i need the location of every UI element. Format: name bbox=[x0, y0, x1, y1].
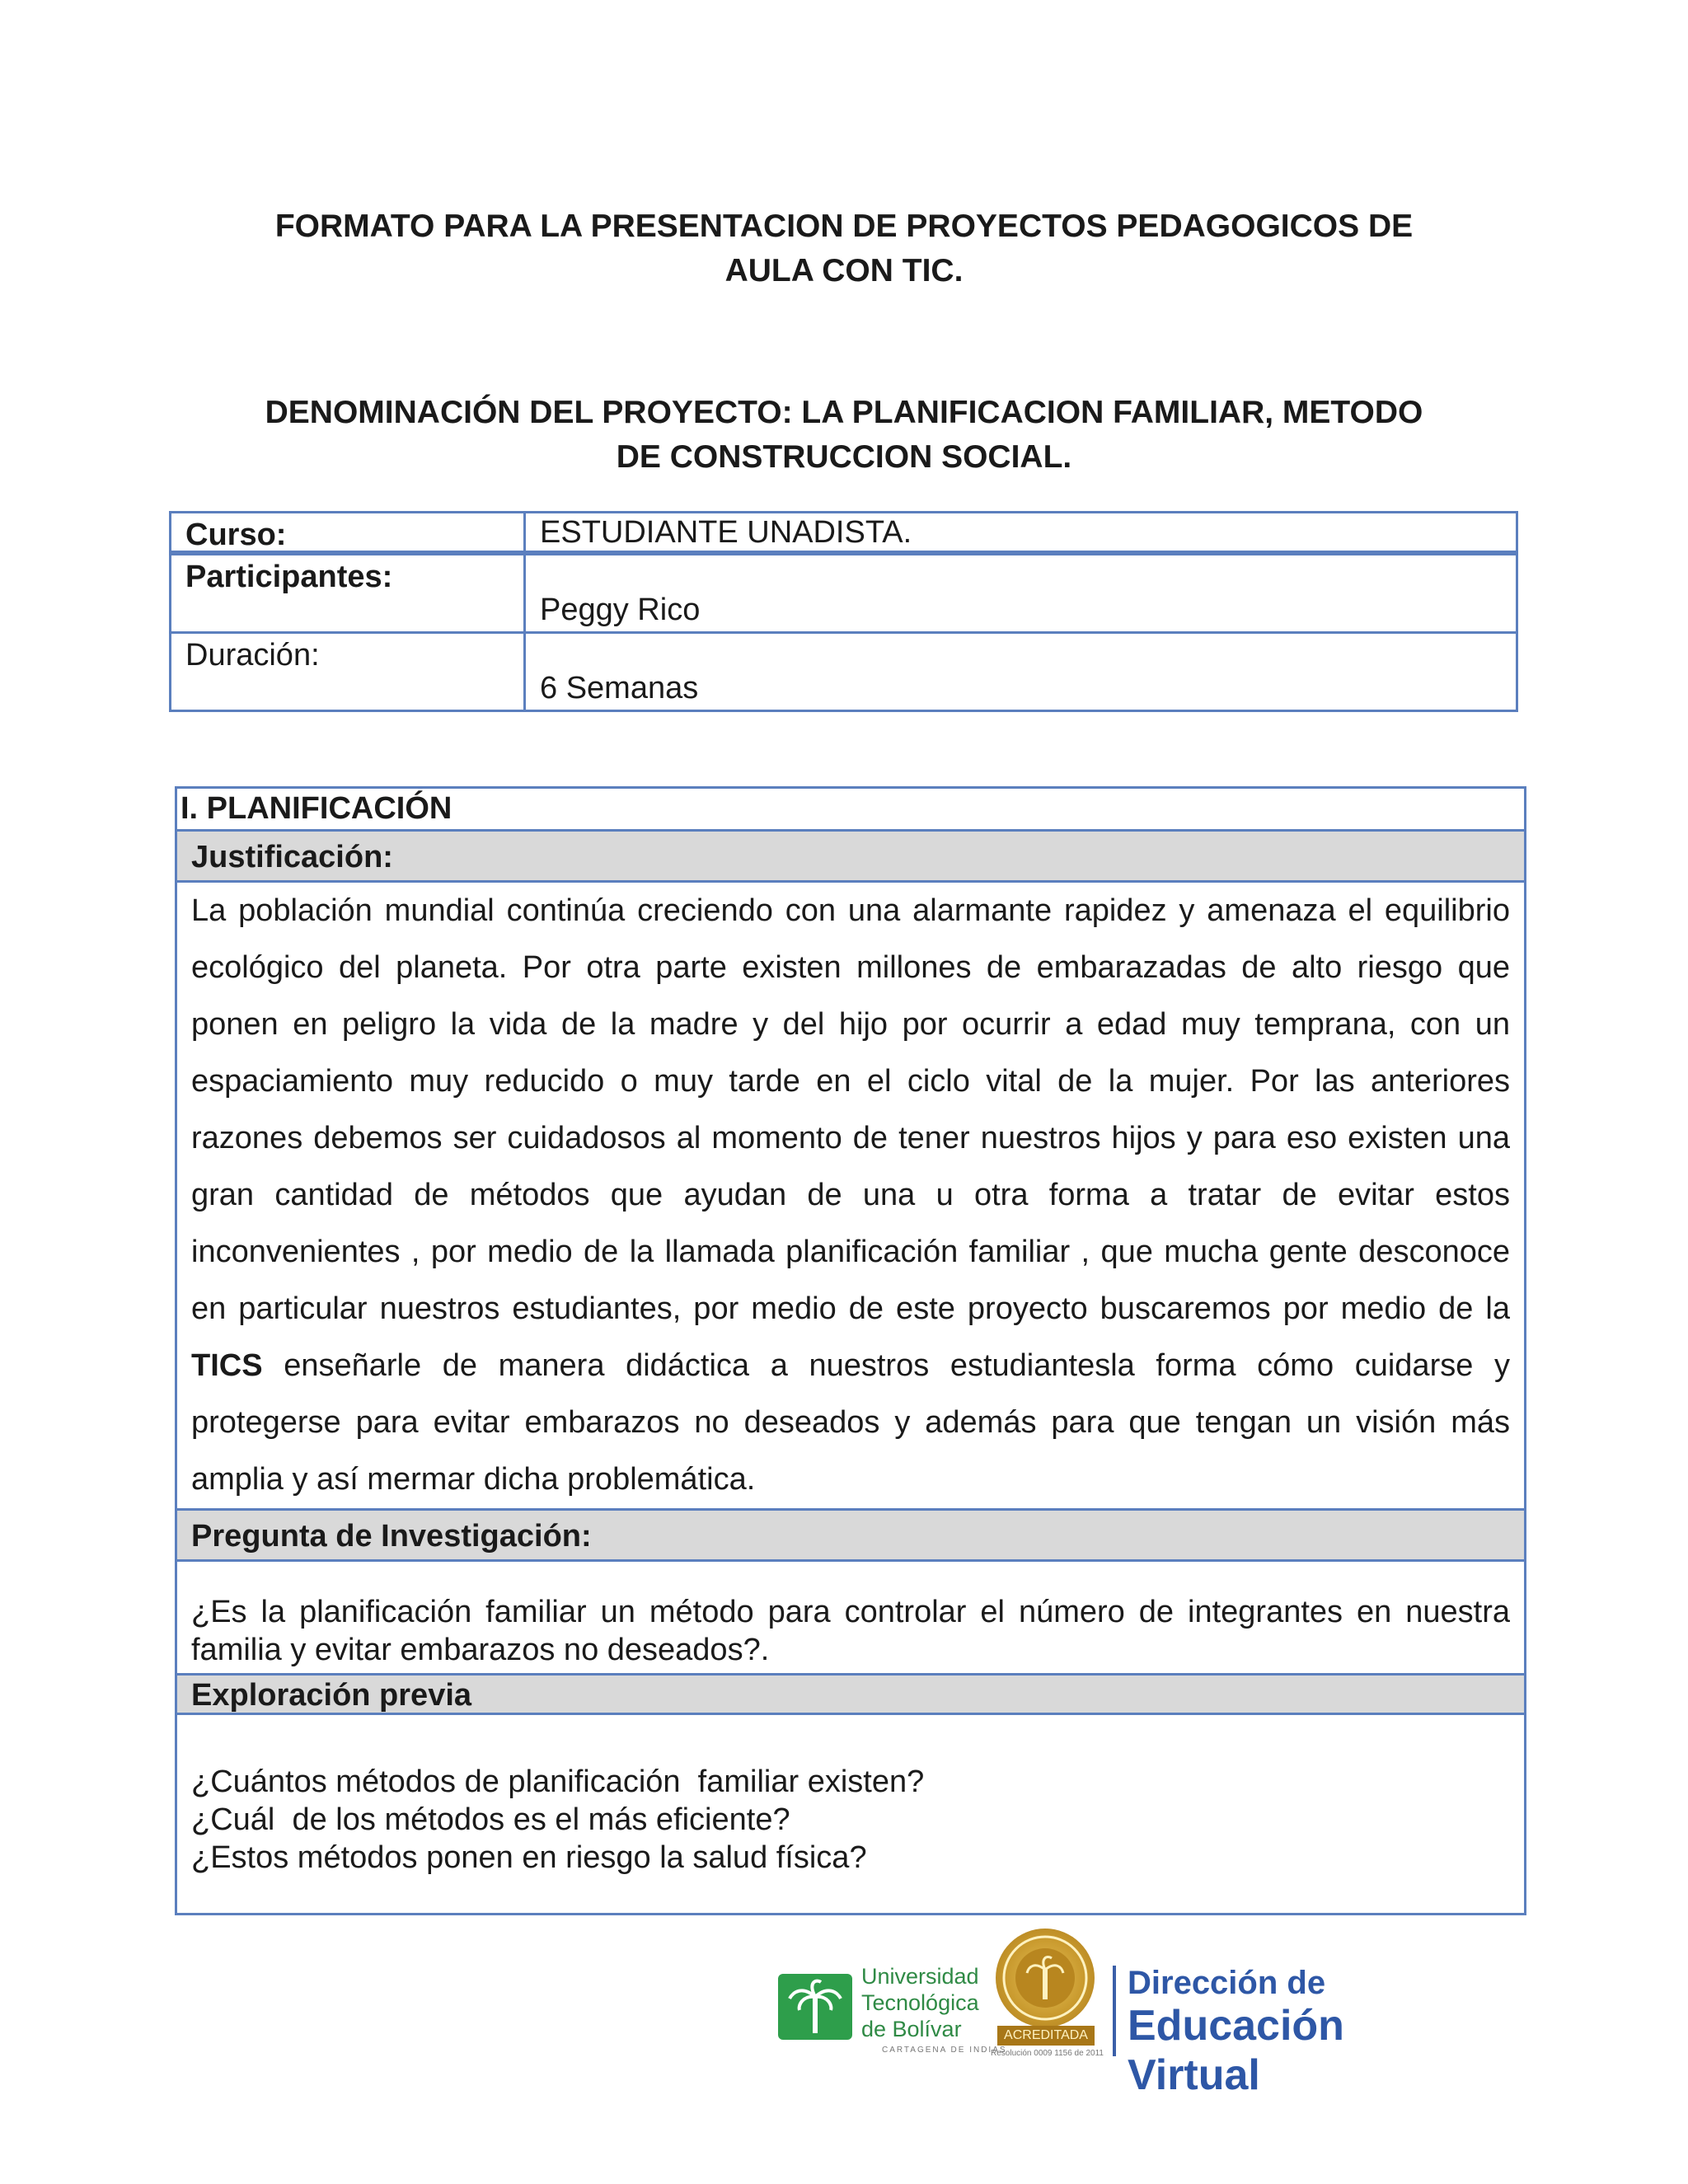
exploracion-body bbox=[177, 1713, 1524, 1877]
info-row-curso bbox=[171, 513, 1516, 551]
exploracion-header: Exploración previa bbox=[177, 1673, 1524, 1713]
duracion-value: 6 Semanas bbox=[540, 671, 699, 705]
utb-logo-icon bbox=[778, 1974, 852, 2040]
curso-value: ESTUDIANTE UNADISTA. bbox=[540, 514, 912, 550]
justificacion-paragraph: La población mundial continúa creciendo con una alarmante rapidez y amenaza el equilibrio ecológico del planeta. Por otra parte existen millones de embarazadas de alto riesgo que ponen en peligro la vida de la madre y del hijo por ocurrir a edad muy temprana, con un espaciamiento muy reducido o muy tarde en el ciclo vital de la mujer. Por las anteriores razones debemos ser cuidadosos al momento de tener nuestros hijos y para eso existen una gran cantidad de métodos que ayudan de una u otra forma a tratar de evitar estos inconvenientes , por medio de la llamada planificación familiar , que mucha gente desconoce en particular nuestros estudiantes, por medio de este proyecto buscaremos por medio de la TICS enseñarle de manera didáctica a nuestros estudiantesla forma cómo cuidarse y protegerse para evitar embarazos no deseados y además para que tengan un visión más amplia y así mermar dicha problemática. bbox=[191, 893, 1510, 1497]
utb-logo-subtitle: CARTAGENA DE INDIAS bbox=[882, 2046, 1007, 2055]
pregunta-body: ¿Es la planificación familiar un método para controlar el número de integrantes en nuestra familia y evitar embarazos no deseados?. bbox=[177, 1559, 1524, 1673]
info-row-participantes bbox=[171, 551, 1516, 631]
logo-divider bbox=[1113, 1966, 1116, 2056]
planning-heading: I. PLANIFICACIÓN bbox=[181, 791, 452, 826]
justificacion-body bbox=[177, 880, 1524, 1508]
dev-logo-line2: Educación Virtual bbox=[1128, 2002, 1344, 2099]
exploracion-item: ¿Cuál de los métodos es el más eficiente? bbox=[191, 1802, 790, 1837]
accreditation-subtitle: Resolución 0009 1156 de 2011 bbox=[991, 2049, 1104, 2058]
exploracion-item: ¿Cuántos métodos de planificación familiar existen? bbox=[191, 1765, 925, 1799]
participantes-label: Participantes: bbox=[171, 555, 526, 631]
info-table bbox=[169, 511, 1518, 712]
tics-emphasis: TICS bbox=[191, 1348, 263, 1383]
accreditation-seal-icon bbox=[996, 1929, 1095, 2027]
accreditation-band: ACREDITADA bbox=[997, 2026, 1095, 2046]
justificacion-header: Justificación: bbox=[177, 829, 1524, 880]
palm-tree-icon bbox=[778, 1974, 852, 2040]
utb-logo-text: Universidad Tecnológica de Bolívar bbox=[861, 1964, 979, 2041]
footer-logos bbox=[775, 1929, 1451, 2099]
participantes-value: Peggy Rico bbox=[540, 593, 701, 627]
pregunta-header: Pregunta de Investigación: bbox=[177, 1508, 1524, 1559]
exploracion-item: ¿Estos métodos ponen en riesgo la salud física? bbox=[191, 1840, 867, 1875]
planning-table bbox=[175, 786, 1526, 1915]
dev-logo-line1: Dirección de bbox=[1128, 1965, 1326, 2001]
duracion-label: Duración: bbox=[171, 634, 526, 710]
document-title: FORMATO PARA LA PRESENTACION DE PROYECTOS PEDAGOGICOS DE AULA CON TIC. bbox=[274, 209, 1414, 288]
curso-label: Curso: bbox=[171, 513, 526, 551]
info-row-duracion bbox=[171, 631, 1516, 710]
project-name: DENOMINACIÓN DEL PROYECTO: LA PLANIFICACION FAMILIAR, METODO DE CONSTRUCCION SOCIAL. bbox=[265, 395, 1423, 475]
